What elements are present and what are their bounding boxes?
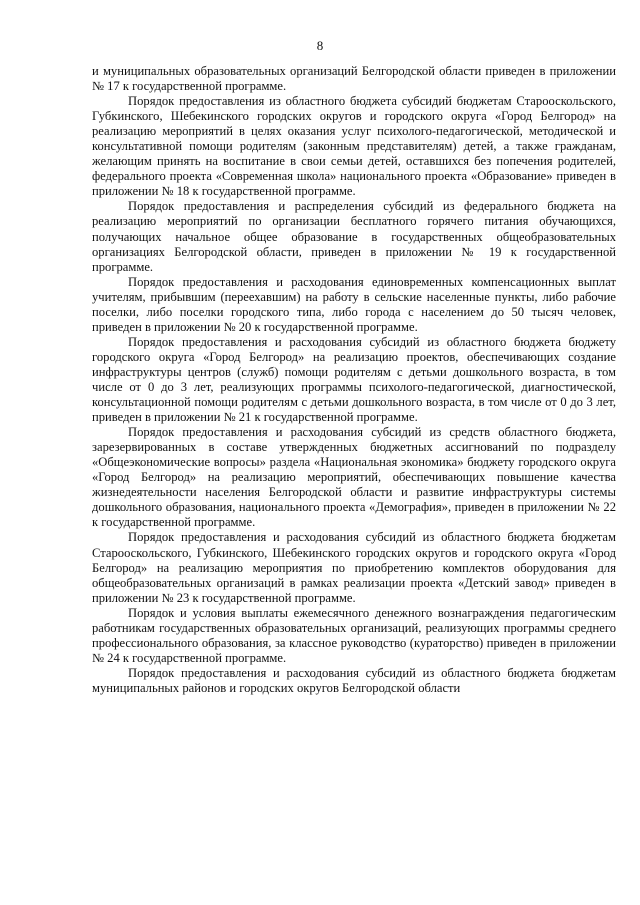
paragraph-7: Порядок предоставления и расходования субсидий из областного бюджета бюджетам Старооскольского, Губкинского, Шебекинского городских округов и городского округа «Город Белгород» на реализацию мероприятия по приобретению комплектов оборудования для общеобразовательных организаций в рамках реализации проекта «Детский завод» приведен в приложении № 23 к государственной программе. (92, 530, 616, 605)
paragraph-2: Порядок предоставления из областного бюджета субсидий бюджетам Старооскольского, Губкинского, Шебекинского городских округов и городского округа «Город Белгород» на реализацию мероприятий в целях оказания услуг психолого-педагогической, методической и консультативной помощи родителям (законным представителям) детей, а также гражданам, желающим принять на воспитание в свои семьи детей, оставшихся без попечения родителей, федерального проекта «Современная школа» национального проекта «Образование» приведен в приложении № 18 к государственной программе. (92, 94, 616, 199)
document-body (92, 64, 616, 696)
page-number: 8 (316, 38, 324, 53)
paragraph-3: Порядок предоставления и распределения субсидий из федерального бюджета на реализацию мероприятий по организации бесплатного горячего питания обучающихся, получающих начальное общее образование в государственных общеобразовательных организациях Белгородской области, приведен в приложении № 19 к государственной программе. (92, 199, 616, 274)
paragraph-9: Порядок предоставления и расходования субсидий из областного бюджета бюджетам муниципальных районов и городских округов Белгородской области (92, 665, 616, 695)
paragraph-6: Порядок предоставления и расходования субсидий из средств областного бюджета, зарезервированных в составе утвержденных бюджетных ассигнований по подразделу «Общеэкономические вопросы» раздела «Национальная экономика» бюджету городского округа «Город Белгород» на реализацию мероприятий, обеспечивающих повышение качества жизнедеятельности населения Белгородской области и развитие инфраструктуры системы дошкольного образования, национального проекта «Демография», приведен в приложении № 22 к государственной программе. (92, 425, 616, 530)
paragraph-1: и муниципальных образовательных организаций Белгородской области приведен в приложении № 17 к государственной программе. (92, 64, 616, 94)
paragraph-4: Порядок предоставления и расходования единовременных компенсационных выплат учителям, прибывшим (переехавшим) на работу в сельские населенные пункты, либо рабочие поселки, либо поселки городского типа, либо города с населением до 50 тысяч человек, приведен в приложении № 20 к государственной программе. (92, 274, 616, 334)
paragraph-5: Порядок предоставления и расходования субсидий из областного бюджета бюджету городского округа «Город Белгород» на реализацию проектов, обеспечивающих создание инфраструктуры центров (служб) помощи родителям с детьми дошкольного возраста, в том числе от 0 до 3 лет, реализующих программы психолого-педагогической, диагностической, консультационной помощи родителям с детьми дошкольного возраста, в том числе от 0 до 3 лет, приведен в приложении № 21 к государственной программе. (92, 334, 616, 425)
paragraph-8: Порядок и условия выплаты ежемесячного денежного вознаграждения педагогическим работникам государственных образовательных организаций, реализующих программы среднего профессионального образования, за классное руководство (кураторство) приведен в приложении № 24 к государственной программе. (92, 605, 616, 665)
